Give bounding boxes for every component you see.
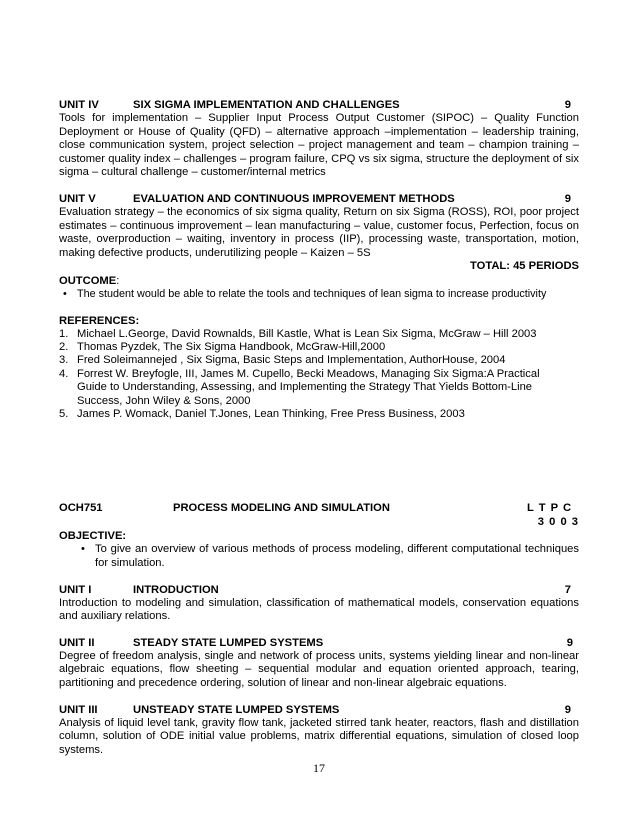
unit-3-content: Analysis of liquid level tank, gravity flow tank, jacketed stirred tank heater, reactors, flash and distillation column, solution of ODE initial value problems, matrix differential equations, simulation of closed loop systems. [59,716,579,756]
unit-title: EVALUATION AND CONTINUOUS IMPROVEMENT METHODS [133,192,455,205]
references-heading: REFERENCES: [59,314,140,327]
reference-number: 4. [59,367,69,380]
ltpc-label: L T P C [527,502,573,515]
reference-text: James P. Womack, Daniel T.Jones, Lean Thinking, Free Press Business, 2003 [77,407,465,420]
unit-hours: 9 [564,192,571,205]
unit-number: UNIT III [59,703,98,716]
reference-text: Forrest W. Breyfogle, III, James M. Cupello, Becki Meadows, Managing Six Sigma:A Practical Guide to Understanding, Assessing, and Implementing the Strategy That Yields Bottom-Line Success, John Wiley & Sons, 2000 [77,367,540,407]
objective-list [59,543,579,570]
reference-text: Fred Soleimannejed , Six Sigma, Basic Steps and Implementation, AuthorHouse, 2004 [77,354,506,367]
unit-number: UNIT V [59,192,96,205]
reference-text: Michael L.George, David Rownalds, Bill Kastle, What is Lean Six Sigma, McGraw – Hill 2003 [77,327,537,340]
list-item: • The student would be able to relate the tools and techniques of lean sigma to increase productivity [77,288,579,302]
unit-1-content: Introduction to modeling and simulation, classification of mathematical models, conservation equations and auxiliary relations. [59,596,579,623]
reference-item [59,327,579,341]
unit-1-heading [59,583,579,597]
course-code: OCH751 [59,502,103,515]
reference-item [59,407,579,421]
references-list [59,328,579,422]
reference-number: 5. [59,407,69,420]
unit-hours: 9 [564,99,571,111]
unit-number: UNIT II [59,636,95,649]
unit-3-heading [59,703,579,717]
reference-item [59,367,579,408]
document-page [59,98,579,757]
unit-4-heading [59,98,579,112]
page-number: 17 [313,761,325,775]
outcome-heading [59,274,579,288]
objective-heading: OBJECTIVE: [59,530,127,543]
ltpc-values: 3 0 0 3 [537,516,579,529]
reference-number: 2. [59,340,69,353]
reference-number: 1. [59,327,69,340]
outcome-colon: : [116,274,120,287]
reference-number: 3. [59,354,69,367]
reference-item [59,354,579,367]
course-heading [59,501,579,515]
unit-4-content: Tools for implementation – Supplier Input Process Output Customer (SIPOC) – Quality Function Deployment or House of Quality (QFD) – alternative approach –implementation – leadership training, close communication system, project selection – project management and team – champion training – customer quality index – challenges – program failure, CPQ vs six sigma, structure the deployment of six sigma – cultural challenge – customer/internal metrics [59,112,579,179]
list-item: • To give an overview of various methods of process modeling, different computational techniques for simulation. [95,543,579,570]
unit-5-content: Evaluation strategy – the economics of six sigma quality, Return on six Sigma (ROSS), ROI, poor project estimates – continuous improvement – lean manufacturing – value, customer focus, Perfection, focus on waste, overproduction – waiting, inventory in process (IIP), processing waste, transportation, motion, making defective products, underutilizing people – Kaizen – 5S [59,205,579,259]
unit-number: UNIT I [59,583,92,596]
unit-title: UNSTEADY STATE LUMPED SYSTEMS [133,703,340,716]
reference-item [59,340,579,354]
course-title: PROCESS MODELING AND SIMULATION [173,502,390,515]
unit-title: INTRODUCTION [133,583,219,596]
unit-number: UNIT IV [59,99,99,111]
outcome-list [59,288,579,302]
total-periods: TOTAL: 45 PERIODS [470,260,579,273]
unit-hours: 7 [564,583,571,596]
unit-hours: 9 [564,703,571,716]
unit-title: SIX SIGMA IMPLEMENTATION AND CHALLENGES [133,99,400,111]
reference-text: Thomas Pyzdek, The Six Sigma Handbook, McGraw-Hill,2000 [77,340,386,353]
unit-title: STEADY STATE LUMPED SYSTEMS [133,636,324,649]
outcome-label: OUTCOME [59,274,117,287]
unit-hours: 9 [566,636,573,649]
unit-5-heading [59,192,579,206]
unit-2-content: Degree of freedom analysis, single and network of process units, systems yielding linear and non-linear algebraic equations, flow sheeting – sequential modular and equation oriented approach, tearing, partitioning and precedence ordering, solution of linear and non-linear algebraic equations. [59,649,579,689]
unit-2-heading [59,636,579,650]
